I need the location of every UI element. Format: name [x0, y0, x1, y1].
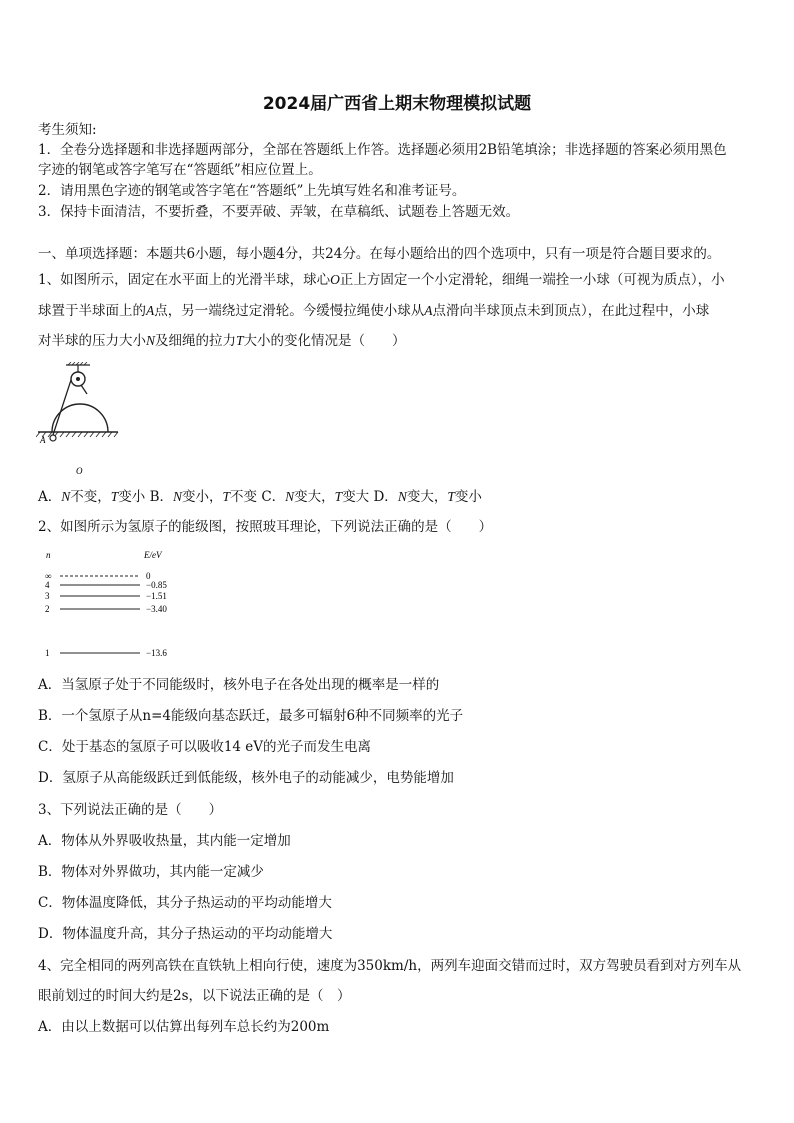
q1-option-text: 变小 B．	[118, 489, 173, 505]
q2-option-b: B．一个氢原子从n=4能级向基态跃迁，最多可辐射6种不同频率的光子	[38, 708, 464, 724]
level-e-3: −1.51	[146, 591, 167, 601]
symbol-n: N	[173, 489, 183, 504]
level-e-header: E/eV	[144, 550, 162, 560]
q4-stem-line-1: 4、完全相同的两列高铁在直铁轨上相向行使，速度为350km/h，两列车迎面交错而过时，双方驾驶员看到对方列车从	[38, 958, 742, 974]
q3-option-b: B．物体对外界做功，其内能一定减少	[38, 864, 264, 880]
level-n-header: n	[46, 550, 51, 560]
level-n-4: 4	[45, 580, 50, 590]
q1-text: 点，另一端绕过定滑轮。今缓慢拉绳使小球从	[154, 303, 425, 319]
symbol-t: T	[222, 489, 231, 504]
q3-option-a: A．物体从外界吸收热量，其内能一定增加	[38, 833, 291, 849]
symbol-n: N	[285, 489, 295, 504]
q1-text: 1、如图所示，固定在水平面上的光滑半球，球心	[38, 272, 331, 288]
q2-option-d: D．氢原子从高能级跃迁到低能级，核外电子的动能减少，电势能增加	[38, 770, 454, 786]
q1-symbol-n: N	[146, 333, 156, 348]
level-e-1: −13.6	[146, 648, 167, 658]
q3-stem: 3、下列说法正确的是（ ）	[38, 802, 223, 818]
q1-option-text: 不变，	[70, 489, 111, 505]
q1-option-text: 变小，	[182, 489, 223, 505]
q1-option-text: A．	[38, 489, 62, 505]
level-n-1: 1	[45, 648, 50, 658]
notice-item-1-cont: 字迹的钢笔或答字笔写在“答题纸”相应位置上。	[38, 162, 322, 178]
q1-option-text: 不变 C．	[230, 489, 286, 505]
section-heading: 一、单项选择题：本题共6小题，每小题4分，共24分。在每小题给出的四个选项中，只有一项是符合题目要求的。	[38, 246, 721, 262]
q1-symbol-t: T	[236, 333, 244, 348]
energy-level-diagram	[40, 546, 190, 666]
q3-option-d: D．物体温度升高，其分子热运动的平均动能增大	[38, 926, 333, 942]
hemisphere-pulley-figure	[36, 362, 126, 480]
q1-symbol-a: A	[146, 303, 155, 318]
q1-text: 球置于半球面上的	[38, 303, 146, 319]
q1-text: 大小的变化情况是（ ）	[243, 333, 406, 349]
notice-item-3: 3．保持卡面清洁，不要折叠，不要弄破、弄皱，在草稿纸、试题卷上答题无效。	[38, 204, 520, 220]
q1-text: 对半球的压力大小	[38, 333, 146, 349]
notice-heading: 考生须知:	[38, 122, 97, 138]
q1-option-text: 变大，	[406, 489, 448, 505]
q1-text: 及细绳的拉力	[155, 333, 237, 349]
figure-label-a: A	[40, 435, 46, 445]
notice-item-2: 2．请用黑色字迹的钢笔或答字笔在“答题纸”上先填写姓名和准考证号。	[38, 183, 466, 199]
level-e-2: −3.40	[146, 604, 167, 614]
q4-stem-line-2: 眼前划过的时间大约是2s，以下说法正确的是（ ）	[38, 988, 351, 1004]
symbol-n: N	[61, 489, 71, 504]
symbol-t: T	[110, 489, 119, 504]
q2-option-a: A．当氢原子处于不同能级时，核外电子在各处出现的概率是一样的	[38, 677, 440, 693]
symbol-n: N	[397, 489, 407, 504]
symbol-t: T	[334, 489, 343, 504]
q2-stem: 2、如图所示为氢原子的能级图，按照玻耳理论，下列说法正确的是（ ）	[38, 519, 493, 535]
q1-symbol-o: O	[330, 272, 340, 287]
q2-option-c: C．处于基态的氢原子可以吸收14 eV的光子而发生电离	[38, 739, 372, 755]
level-e-inf: 0	[146, 571, 151, 581]
q1-option-text: 变大，	[294, 489, 335, 505]
q1-symbol-a: A	[424, 303, 433, 318]
q1-option-text: 变大 D．	[342, 489, 398, 505]
level-n-3: 3	[45, 591, 50, 601]
q1-stem-line-1	[38, 271, 725, 289]
level-n-2: 2	[45, 604, 50, 614]
level-e-4: −0.85	[146, 580, 167, 590]
symbol-t: T	[447, 489, 455, 504]
figure-label-o: O	[76, 466, 83, 476]
q1-option-text: 变小	[454, 489, 482, 505]
q1-stem-line-2	[38, 302, 709, 320]
exam-title: 2024届广西省上期末物理模拟试题	[262, 94, 532, 114]
q1-stem-line-3	[38, 332, 406, 350]
level-n-inf: ∞	[45, 571, 52, 581]
q1-options	[38, 488, 482, 506]
q3-option-c: C．物体温度降低，其分子热运动的平均动能增大	[38, 895, 332, 911]
q1-text: 点滑向半球顶点未到顶点），在此过程中，小球	[432, 303, 710, 319]
notice-item-1: 1．全卷分选择题和非选择题两部分，全部在答题纸上作答。选择题必须用2B铅笔填涂；非选择题的答案必须用黑色	[38, 142, 727, 158]
q1-text: 正上方固定一个小定滑轮，细绳一端拴一小球（可视为质点），小	[339, 272, 725, 288]
q4-option-a: A．由以上数据可以估算出每列车总长约为200m	[38, 1019, 330, 1035]
